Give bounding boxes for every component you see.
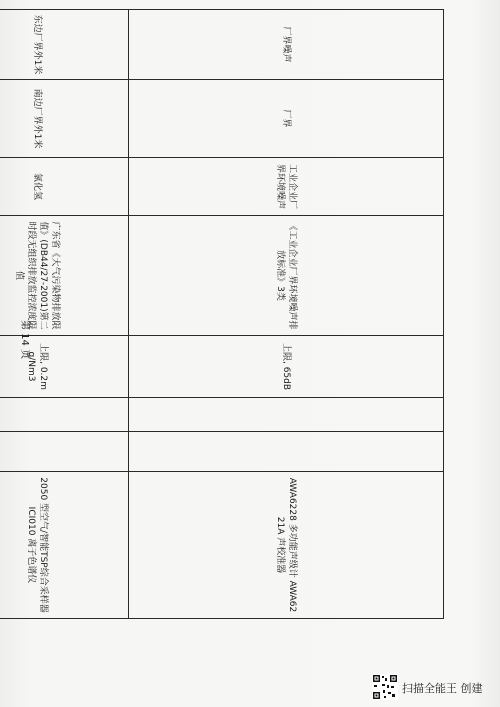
cell-limit-r5: 上限, 65dB xyxy=(129,336,444,398)
cell-south-boundary: 南边厂界外1米 xyxy=(0,80,129,158)
cell-east-boundary: 东边厂界外1米 xyxy=(0,10,129,80)
table-row xyxy=(129,10,444,619)
cell-equipment-r4: 2050 型空气/智能TSP综合采样器 ICI010 离子色谱仪 xyxy=(0,472,129,619)
cell-method-empty xyxy=(129,398,444,432)
cell-limit-r4: 上限, 0.2mg/Nm3 xyxy=(0,336,129,398)
scanner-watermark: 扫描全能王 创建 xyxy=(402,682,483,695)
header-factory-noise: 厂界噪声 xyxy=(129,10,444,80)
cell-law-r5: 《工业企业厂界环境噪声排放标准》3类 xyxy=(129,216,444,336)
cell-method-r2 xyxy=(0,398,129,432)
cell-law-r4: 广东省《大气污染物排放限值》(DB44/27-2001)第二时段无组织排放监控浓度限值 xyxy=(0,216,129,336)
monitoring-table xyxy=(0,9,444,619)
cell-factory: 厂界 xyxy=(129,80,444,158)
cell-equipment-r5: AWA6228 多功能声级计 AWA6221A 声校准器 xyxy=(129,472,444,619)
cell-hcl: 氯化氢 xyxy=(0,158,129,216)
table-row xyxy=(0,10,129,619)
cell-noise-type: 工业企业厂界环境噪声 xyxy=(129,158,444,216)
cell-freq-empty xyxy=(129,432,444,472)
cell-freq-r2 xyxy=(0,432,129,472)
qr-code-icon xyxy=(372,674,398,700)
page-number: 第 14 页 xyxy=(19,320,30,360)
